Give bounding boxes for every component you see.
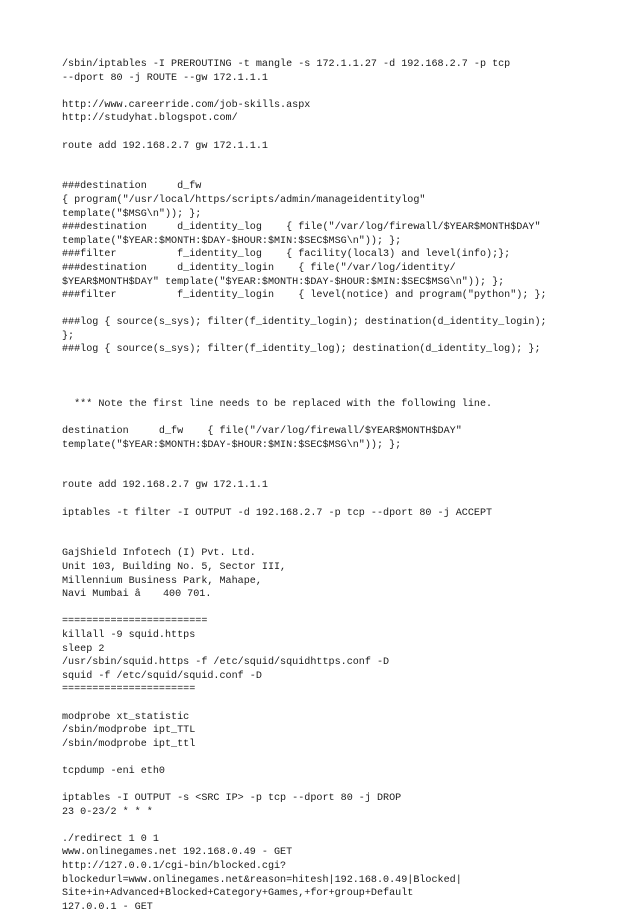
text-line: template("$MSG\n")); }; [62, 208, 202, 220]
text-line: template("$YEAR:$MONTH:$DAY-$HOUR:$MIN:$SEC$MSG\n")); }; [62, 439, 402, 451]
blank-line [62, 411, 598, 425]
blank-line [62, 85, 598, 99]
blank-line [62, 819, 598, 833]
text-line: ###log { source(s_sys); filter(f_identity_log); destination(d_identity_log); }; [62, 344, 541, 356]
text-line: 23 0-23/2 * * * [62, 806, 153, 818]
blank-line [62, 520, 598, 534]
blank-line [62, 303, 598, 317]
text-line: Navi Mumbai â 400 701. [62, 589, 212, 601]
blank-line [62, 153, 598, 167]
text-line: GajShield Infotech (I) Pvt. Ltd. [62, 548, 256, 560]
blank-line [62, 697, 598, 711]
text-line: tcpdump -eni eth0 [62, 765, 165, 777]
text-line: squid -f /etc/squid/squid.conf -D [62, 670, 262, 682]
text-line: /sbin/modprobe ipt_TTL [62, 725, 196, 737]
blank-line [62, 384, 598, 398]
text-line: ###destination d_fw [62, 181, 202, 193]
text-line: Millennium Business Park, Mahape, [62, 575, 262, 587]
blank-line [62, 602, 598, 616]
blank-line [62, 751, 598, 765]
text-line: http://studyhat.blogspot.com/ [62, 113, 238, 125]
text-line: iptables -I OUTPUT -s <SRC IP> -p tcp --dport 80 -j DROP [62, 793, 402, 805]
text-line: template("$YEAR:$MONTH:$DAY-$HOUR:$MIN:$SEC$MSG\n")); }; [62, 235, 402, 247]
text-line: --dport 80 -j ROUTE --gw 172.1.1.1 [62, 72, 268, 84]
text-line: /sbin/iptables -I PREROUTING -t mangle -s 172.1.1.27 -d 192.168.2.7 -p tcp [62, 59, 511, 70]
text-line: }; [62, 330, 75, 342]
text-line: ###destination d_identity_login { file("/var/log/identity/ [62, 262, 456, 274]
text-line: www.onlinegames.net 192.168.0.49 - GET [62, 847, 293, 859]
text-line: route add 192.168.2.7 gw 172.1.1.1 [62, 480, 268, 492]
text-line: destination d_fw { file("/var/log/firewall/$YEAR$MONTH$DAY" [62, 426, 462, 438]
text-line: killall -9 squid.https [62, 629, 196, 641]
document-body [62, 58, 598, 914]
text-line: ###destination d_identity_log { file("/var/log/firewall/$YEAR$MONTH$DAY" [62, 222, 541, 234]
text-line: *** Note the first line needs to be replaced with the following line. [62, 398, 493, 410]
blank-line [62, 534, 598, 548]
text-line: blockedurl=www.onlinegames.net&reason=hitesh|192.168.0.49|Blocked| [62, 874, 462, 886]
text-line: /sbin/modprobe ipt_ttl [62, 738, 196, 750]
blank-line [62, 493, 598, 507]
text-line: route add 192.168.2.7 gw 172.1.1.1 [62, 140, 268, 152]
text-line: { program("/usr/local/https/scripts/admin/manageidentitylog" [62, 194, 426, 206]
text-line: ###filter f_identity_login { level(notice) and program("python"); }; [62, 290, 547, 302]
text-line: http://127.0.0.1/cgi-bin/blocked.cgi? [62, 861, 287, 873]
text-line: 127.0.0.1 - GET [62, 901, 153, 913]
text-line: $YEAR$MONTH$DAY" template("$YEAR:$MONTH:$DAY-$HOUR:$MIN:$SEC$MSG\n")); }; [62, 276, 505, 288]
text-line: Unit 103, Building No. 5, Sector III, [62, 561, 287, 573]
text-line: ====================== [62, 684, 196, 696]
text-line: /usr/sbin/squid.https -f /etc/squid/squidhttps.conf -D [62, 657, 390, 669]
text-line: modprobe xt_statistic [62, 711, 190, 723]
text-line: Site+in+Advanced+Blocked+Category+Games,+for+group+Default [62, 888, 414, 900]
text-line: ###filter f_identity_log { facility(local3) and level(info);}; [62, 249, 511, 261]
blank-line [62, 167, 598, 181]
text-line: ======================== [62, 616, 208, 628]
text-line: ./redirect 1 0 1 [62, 833, 159, 845]
blank-line [62, 466, 598, 480]
text-line: sleep 2 [62, 643, 105, 655]
blank-line [62, 371, 598, 385]
text-line: iptables -t filter -I OUTPUT -d 192.168.2.7 -p tcp --dport 80 -j ACCEPT [62, 507, 493, 519]
blank-line [62, 126, 598, 140]
blank-line [62, 778, 598, 792]
text-line: http://www.careerride.com/job-skills.aspx [62, 99, 311, 111]
blank-line [62, 452, 598, 466]
blank-line [62, 357, 598, 371]
text-line: ###log { source(s_sys); filter(f_identity_login); destination(d_identity_login); [62, 317, 547, 329]
